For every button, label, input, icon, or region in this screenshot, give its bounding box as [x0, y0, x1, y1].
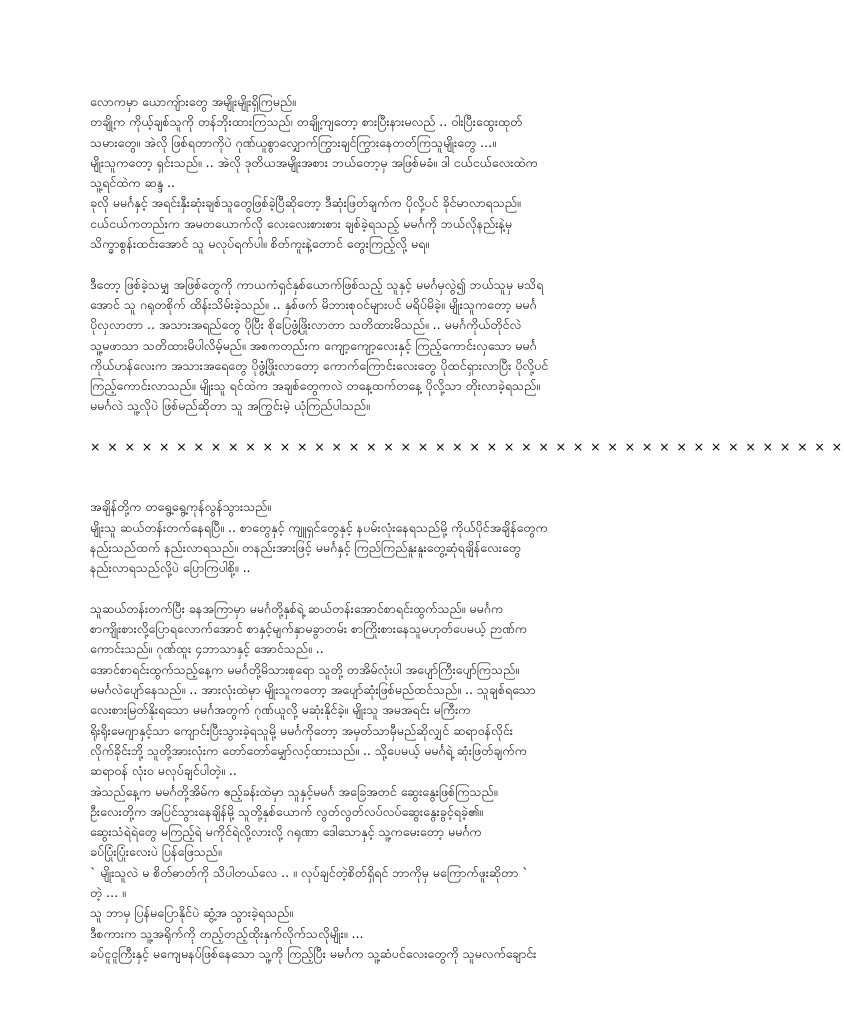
text-line: လောကမှာ ယောကျ်ားတွေ အမျိုးမျိုးရှိကြမည်။ [90, 94, 296, 109]
text-line: သူ ဘာမှ ပြန်မပြောနိုင်ပဲ ဆွံ့အ သွားခဲ့ရသည်။ [90, 905, 294, 921]
text-line: နည်းသည်ထက် နည်းလာရသည်။ တနည်းအားဖြင့် မမင်္ဂနှင့် ကြည်ကြည်နူးနူးတွေ့ဆုံရချိန်လေးတွေ [90, 539, 521, 555]
paragraph-4 [90, 599, 710, 964]
text-line: အဲသည်နေ့က မမင်္ဂတို့အိမ်က ဧည့်ခန်းထဲမှာ သူနှင့်မမင်္ဂ အခြေအတင် ဆွေးနွေးဖြစ်ကြသည်။ [90, 783, 498, 799]
text-line: လိုက်ခိုင်းဘို့ သူတို့အားလုံးက တော်တော်မျှော်လင့်ထားသည်။ .. သို့ပေမယ့် မမင်္ဂရဲ့ ဆုံးဖြတ်ချက်က [90, 742, 527, 758]
text-line: ဦးလေးတို့က အပြင်သွားနေချိန်မို့ သူတို့နှစ်ယောက် လွတ်လွတ်လပ်လပ်ဆွေးနွေးခွင့်ရခဲ့၏။ [90, 803, 483, 819]
paragraph-2 [90, 275, 710, 417]
text-line: အောင် သူ ဂရုတစိုက် ထိန်းသိမ်းခဲ့သည်။ .. နှစ်ဖက် မိဘားစုဝင်များပင် မရိပ်မိခဲ့။ မျိုးသူကတော့ မမင်္ဂ [90, 296, 537, 312]
text-line: နည်းလာရသည်လို့ပဲ ပြောကြပါစို့။ .. [90, 560, 251, 576]
section-separator: × × × × × × × × × × × × × × × × × × × × × × × × × × × × × × × × × × × × × × × × × × × × [90, 439, 844, 455]
text-line: မမင်္ဂလဲပျော်နေသည်။ .. အားလုံးထဲမှာ မျိုးသူကတော့ အပျော်ဆုံးဖြစ်မည်ထင်သည်။ .. သူချစ်ရသော [90, 682, 536, 698]
text-line: ခုလို မမင်္ဂနှင့် အရင်းနှီးဆုံးချစ်သူတွေဖြစ်ခဲ့ပြီဆိုတော့ ဒီဆုံးဖြတ်ချက်က ပိုလို့ပင် ခိုင်မာလာရသည်။ [90, 195, 521, 211]
text-line: ငယ်ငယ်ကတည်းက အမတယောက်လို လေးလေးစားစား ချစ်ခဲ့ရသည့် မမင်္ဂကို ဘယ်လိုနည်းနဲ့မှ [90, 215, 513, 231]
text-line: ရိုးရိုးမေဂျာနှင့်သာ ကျောင်းပြီးသွားခဲ့ရသူမို့ မမင်္ဂကိုတော့ အမှတ်သာမှီမည်ဆိုလျှင် ဆရာဝန်လိုင်း [90, 722, 513, 738]
text-line: သူဆယ်တန်းတက်ပြီး ခနအကြာမှာ မမင်္ဂတို့နှစ်ရဲ့ ဆယ်တန်းအောင်စာရင်းထွက်သည်။ မမင်္ဂက [90, 600, 504, 616]
text-line: ကောင်းသည်။ ဂုဏ်ထူး ၄ဘာသာနှင့် အောင်သည်။ .. [90, 641, 324, 657]
text-line: မမင်္ဂလဲ သူ့လိုပဲ ဖြစ်မည်ဆိုတာ သူ အကြွင်းမဲ့ ယုံကြည်ပါသည်။ [90, 398, 370, 414]
section-gap [90, 457, 710, 497]
text-line: သူ့မဖာသာ သတိထားမိပါလိမ့်မည်။ အစကတည်းက ကျော့ကျော့လေးနှင့် ကြည့်ကောင်းလှသော မမင်္ဂ [90, 337, 537, 353]
text-line: ` မျိုးသူလဲ မ စိတ်ဓာတ်ကို သိပါတယ်လေ .. ။ လုပ်ချင်တဲ့စိတ်ရှိရင် ဘာကိုမှ မကြောက်ဖူးဆိုတာ ` [90, 864, 529, 880]
text-line: ကြည့်ကောင်းလာသည်။ မျိုးသူ ရင်ထဲက အချစ်တွေကလဲ တနေ့ထက်တနေ့ ပိုလို့သာ တိုးလာခဲ့ရသည်။ [90, 378, 540, 394]
text-line: ဒီတော့ ဖြစ်ခဲ့သမျှ အဖြစ်တွေကို ကာယကံရှင်နှစ်ယောက်ဖြစ်သည့် သူနှင့် မမင်္ဂမှလွဲ၍ ဘယ်သူမှ မသိရ [90, 276, 544, 292]
paragraph-gap [90, 417, 710, 437]
text-line: သမားတွေ။ အဲလို ဖြစ်ရတာကိုပဲ ဂုဏ်ယူစွာလျှောက်ကြွားချင်ကြွားနေတတ်ကြသူမျိုးတွေ ...။ [90, 134, 496, 150]
text-line: အောင်စာရင်းထွက်သည့်နေ့က မမင်္ဂတို့မိသားစုရော သူတို့ တအိမ်လုံးပါ အပျော်ကြီးပျော်ကြသည်။ [90, 661, 519, 677]
text-line: မျိုးသူ ဆယ်တန်းတက်နေရပြီ။ .. စာတွေနှင့် ကျူရှင်တွေနှင့် နပမ်းလုံးနေရသည်မို့ ကိုယ်ပိုင်အချိန်တွေက [90, 519, 548, 535]
text-line: ဒီစကားက သူ့အရိုက်ကို တည့်တည့်ထိုးနှက်လိုက်သလိုမျိုး။ ... [90, 925, 364, 941]
text-line: တချို့က ကိုယ့်ချစ်သူကို တန်ဘိုးထားကြသည်၊ တချို့ကျတော့ စားပြီးနားမလည် .. ဝါးပြီးထွေးထုတ် [90, 114, 523, 130]
text-line: စာကျိုးစားလို့ပြောရလောက်အောင် စာနှင့်မျက်နှာမခွာတမ်း စာကြိုးစားနေသူမဟုတ်ပေမယ့် ဉာဏ်က [90, 621, 527, 637]
text-line: လေးစားမြတ်နိုးရသော မမင်္ဂအတွက် ဂုဏ်ယူလို့ မဆုံးနိုင်ခဲ့။ မျိုးသူ အမအရင်း မကြီးက [90, 702, 471, 718]
text-line: သူ့ရင်ထဲက ဆန္ဒ .. [90, 175, 175, 191]
text-line: ခပ်ပြုံးပြုံးလေးပဲ ပြန်ဖြေသည်။ [90, 844, 222, 860]
text-line: ပိုလှလာတာ .. အသားအရည်တွေ ပိုပြီး စိုပြေဖွံ့ဖြိုးလာတာ သတိထားမိသည်။ .. မမင်္ဂကိုယ်တိုင်လဲ [90, 317, 522, 333]
text-line: တဲ့ ... ။ [90, 884, 126, 900]
document-page [90, 92, 844, 964]
paragraph-gap [90, 254, 710, 274]
text-line: မျိုးသူကတော့ ရှင်းသည်။ .. အဲလို ဒုတိယအမျိုးအစား ဘယ်တော့မှ အဖြစ်မခံ။ ဒါ ငယ်ငယ်လေးထဲက [90, 154, 538, 170]
text-line: ဆွေးသံရဲရဲတွေ မကြည့်ရဲ မကိုင်ရဲလို့လားလို့ ဂရုဏာ ဒေါသောနှင့် သူ့ကမေးတော့ မမင်္ဂက [90, 824, 482, 840]
text-line: အချိန်တို့က တရွေ့ရွေ့ကုန်လွန်သွားသည်။ [90, 499, 272, 515]
paragraph-1 [90, 92, 710, 254]
text-line: ဆရာဝန် လုံးဝ မလုပ်ချင်ပါတဲ့။ .. [90, 763, 237, 779]
text-line: သိက္ခာစွန်းထင်းအောင် သူ မလုပ်ရက်ပါ။ စိတ်ကူးနဲ့တောင် တွေးကြည့်လို့ မရ။ [90, 236, 430, 252]
text-line: ကိုယ်ဟန်လေးက အသားအရေတွေ ပိုဖွံ့ဖြိုးလာတော့ ကောက်ကြောင်းလေးတွေ ပိုထင်ရှားလာပြီး ပိုလို့ပင် [90, 357, 549, 373]
text-line: ခပ်ငူငူကြီးနှင့် မကျေမနပ်ဖြစ်နေသော သူ့ကို ကြည့်ပြီး မမင်္ဂက သူ့ဆံပင်လေးတွေကို သူမလက်ချောင်း [90, 945, 537, 961]
paragraph-gap [90, 579, 710, 599]
paragraph-3 [90, 497, 710, 578]
